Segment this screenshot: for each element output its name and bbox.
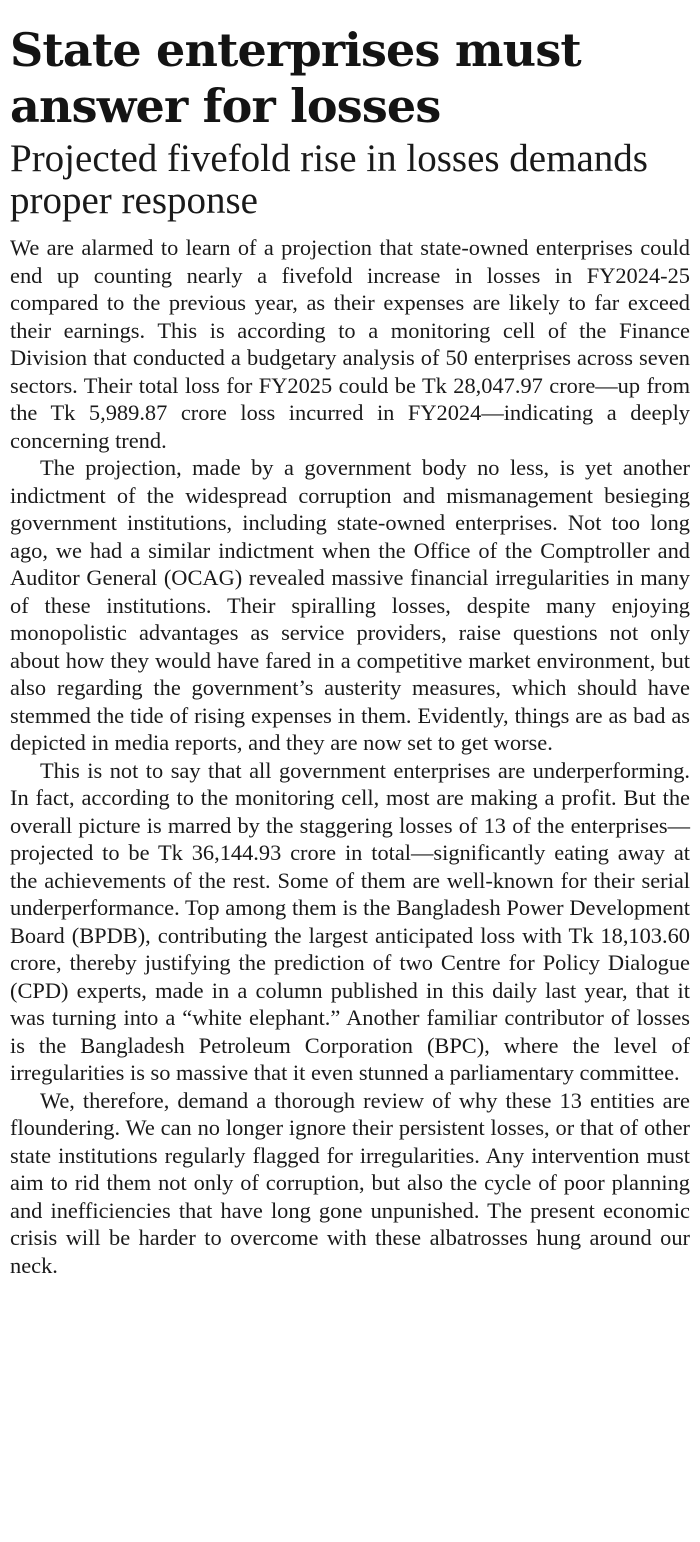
body-paragraph-1: We are alarmed to learn of a projection that state-owned enterprises could end up counting nearly a fivefold increase in losses in FY2024-25 compared to the previous year, as their expenses are likely to far exceed their earnings. This is according to a monitoring cell of the Finance Division that conducted a budgetary analysis of 50 enterprises across seven sectors. Their total loss for FY2025 could be Tk 28,047.97 crore—up from the Tk 5,989.87 crore loss incurred in FY2024—indicating a deeply concerning trend.	[10, 235, 690, 453]
body-paragraph-4: We, therefore, demand a thorough review of why these 13 entities are floundering. We can no longer ignore their persistent losses, or that of other state institutions regularly flagged for irregularities. Any intervention must aim to rid them not only of corruption, but also the cycle of poor planning and inefficiencies that have long gone unpunished. The present economic crisis will be harder to overcome with these albatrosses hung around our neck.	[10, 1087, 690, 1278]
body-paragraph-2: The projection, made by a government body no less, is yet another indictment of the widespread corruption and mismanagement besieging government institutions, including state-owned enterprises. Not too long ago, we had a similar indictment when the Office of the Comptroller and Auditor General (OCAG) revealed massive financial irregularities in many of these institutions. Their spiralling losses, despite many enjoying monopolistic advantages as service providers, raise questions not only about how they would have fared in a competitive market environment, but also regarding the government’s austerity measures, which should have stemmed the tide of rising expenses in them. Evidently, things are as bad as depicted in media reports, and they are now set to get worse.	[10, 455, 690, 755]
headline: State enterprises must answer for losses	[10, 23, 581, 133]
body-paragraph-3: This is not to say that all government enterprises are underperforming. In fact, according to the monitoring cell, most are making a profit. But the overall picture is marred by the staggering losses of 13 of the enterprises—projected to be Tk 36,144.93 crore in total—significantly eating away at the achievements of the rest. Some of them are well-known for their serial underperformance. Top among them is the Bangladesh Power Development Board (BPDB), contributing the largest anticipated loss with Tk 18,103.60 crore, thereby justifying the prediction of two Centre for Policy Dialogue (CPD) experts, made in a column published in this daily last year, that it was turning into a “white elephant.” Another familiar contributor of losses is the Bangladesh Petroleum Corporation (BPC), where the level of irregularities is so massive that it even stunned a parliamentary committee.	[10, 757, 690, 1085]
subheadline: Projected fivefold rise in losses demands proper response	[10, 137, 648, 222]
article-body	[10, 234, 690, 1279]
